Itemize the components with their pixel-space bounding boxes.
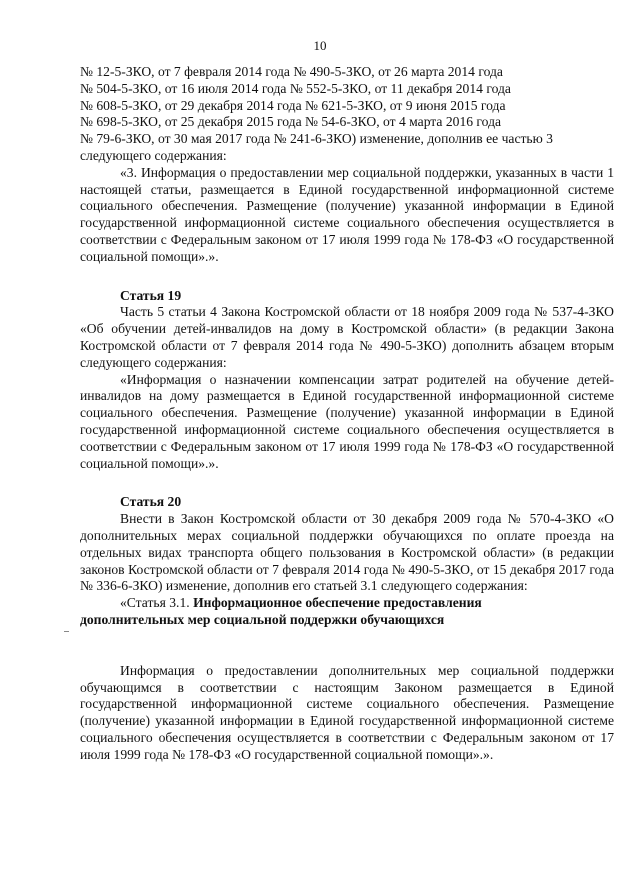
article-19-heading: Статья 19 [120, 287, 182, 303]
article-3-1-prefix: «Статья 3.1. [120, 595, 194, 611]
article-19-quote: «Информация о назначении компенсации затрат родителей на обучение детей-инвалидов на дому размещается в Единой государственной информационной системе социального обеспечения. Размещение (получение) указанной информации в Единой государственной информационной системе социального обеспечения осуществляется в соответствии с Федеральным законом от 17 июля 1999 года № 178-ФЗ «О государственной социальной помощи».». [80, 371, 614, 471]
page-number: 10 [313, 38, 327, 53]
continuation-line: следующего содержания: [80, 147, 227, 163]
article-3-1-title-line2: дополнительных мер социальной поддержки обучающихся [80, 611, 445, 627]
article-20-body: Внести в Закон Костромской области от 30 декабря 2009 года № 570-4-ЗКО «О дополнительных мерах социальной поддержки обучающихся по оплате проезда на отдельных видах транспорта общего пользования в Костромской области» (в редакции законов Костромской области от 7 февраля 2014 года № 490-5-ЗКО, от 15 декабря 2017 года № 336-6-ЗКО) изменение, дополнив его статьей 3.1 следующего содержания: [80, 511, 614, 594]
continuation-paragraph [80, 64, 614, 165]
article-20-heading: Статья 20 [120, 494, 182, 510]
article-3-1-body: Информация о предоставлении дополнительных мер социальной поддержки обучающимся в соответствии с настоящим Законом размещается в Единой государственной информационной системе социального обеспечения. Размещение (получение) указанной информации в Единой государственной информационной системе социального обеспечения осуществляется в соответствии с Федеральным законом от 17 июля 1999 года № 178-ФЗ «О государственной социальной помощи».». [80, 662, 614, 762]
continuation-line: № 79-6-ЗКО, от 30 мая 2017 года № 241-6-ЗКО) изменение, дополнив ее частью 3 [80, 131, 553, 147]
article-19-body: Часть 5 статьи 4 Закона Костромской области от 18 ноября 2009 года № 537-4-ЗКО «Об обучении детей-инвалидов на дому в Костромской области» (в редакции Закона Костромской области от 7 февраля 2014 года № 490-5-ЗКО) дополнить абзацем вторым следующего содержания: [80, 304, 614, 370]
continuation-line: № 698-5-ЗКО, от 25 декабря 2015 года № 54-6-ЗКО, от 4 марта 2016 года [80, 114, 502, 130]
quoted-part-3: «3. Информация о предоставлении мер социальной поддержки, указанных в части 1 настоящей статьи, размещается в Единой государственной информационной системе социального обеспечения. Размещение (получение) указанной информации в Единой государственной информационной системе социального обеспечения осуществляется в соответствии с Федеральным законом от 17 июля 1999 года № 178-ФЗ «О государственной социальной помощи».». [80, 164, 614, 264]
article-3-1-heading [80, 595, 614, 612]
continuation-line: № 12-5-ЗКО, от 7 февраля 2014 года № 490-5-ЗКО, от 26 марта 2014 года [80, 64, 503, 79]
document-body [80, 64, 614, 763]
article-3-1-title-line1: Информационное обеспечение предоставления [193, 595, 482, 611]
continuation-line: № 608-5-ЗКО, от 29 декабря 2014 года № 621-5-ЗКО, от 9 июня 2015 года [80, 97, 506, 113]
continuation-line: № 504-5-ЗКО, от 16 июля 2014 года № 552-5-ЗКО, от 11 декабря 2014 года [80, 80, 511, 96]
margin-mark [64, 631, 69, 632]
